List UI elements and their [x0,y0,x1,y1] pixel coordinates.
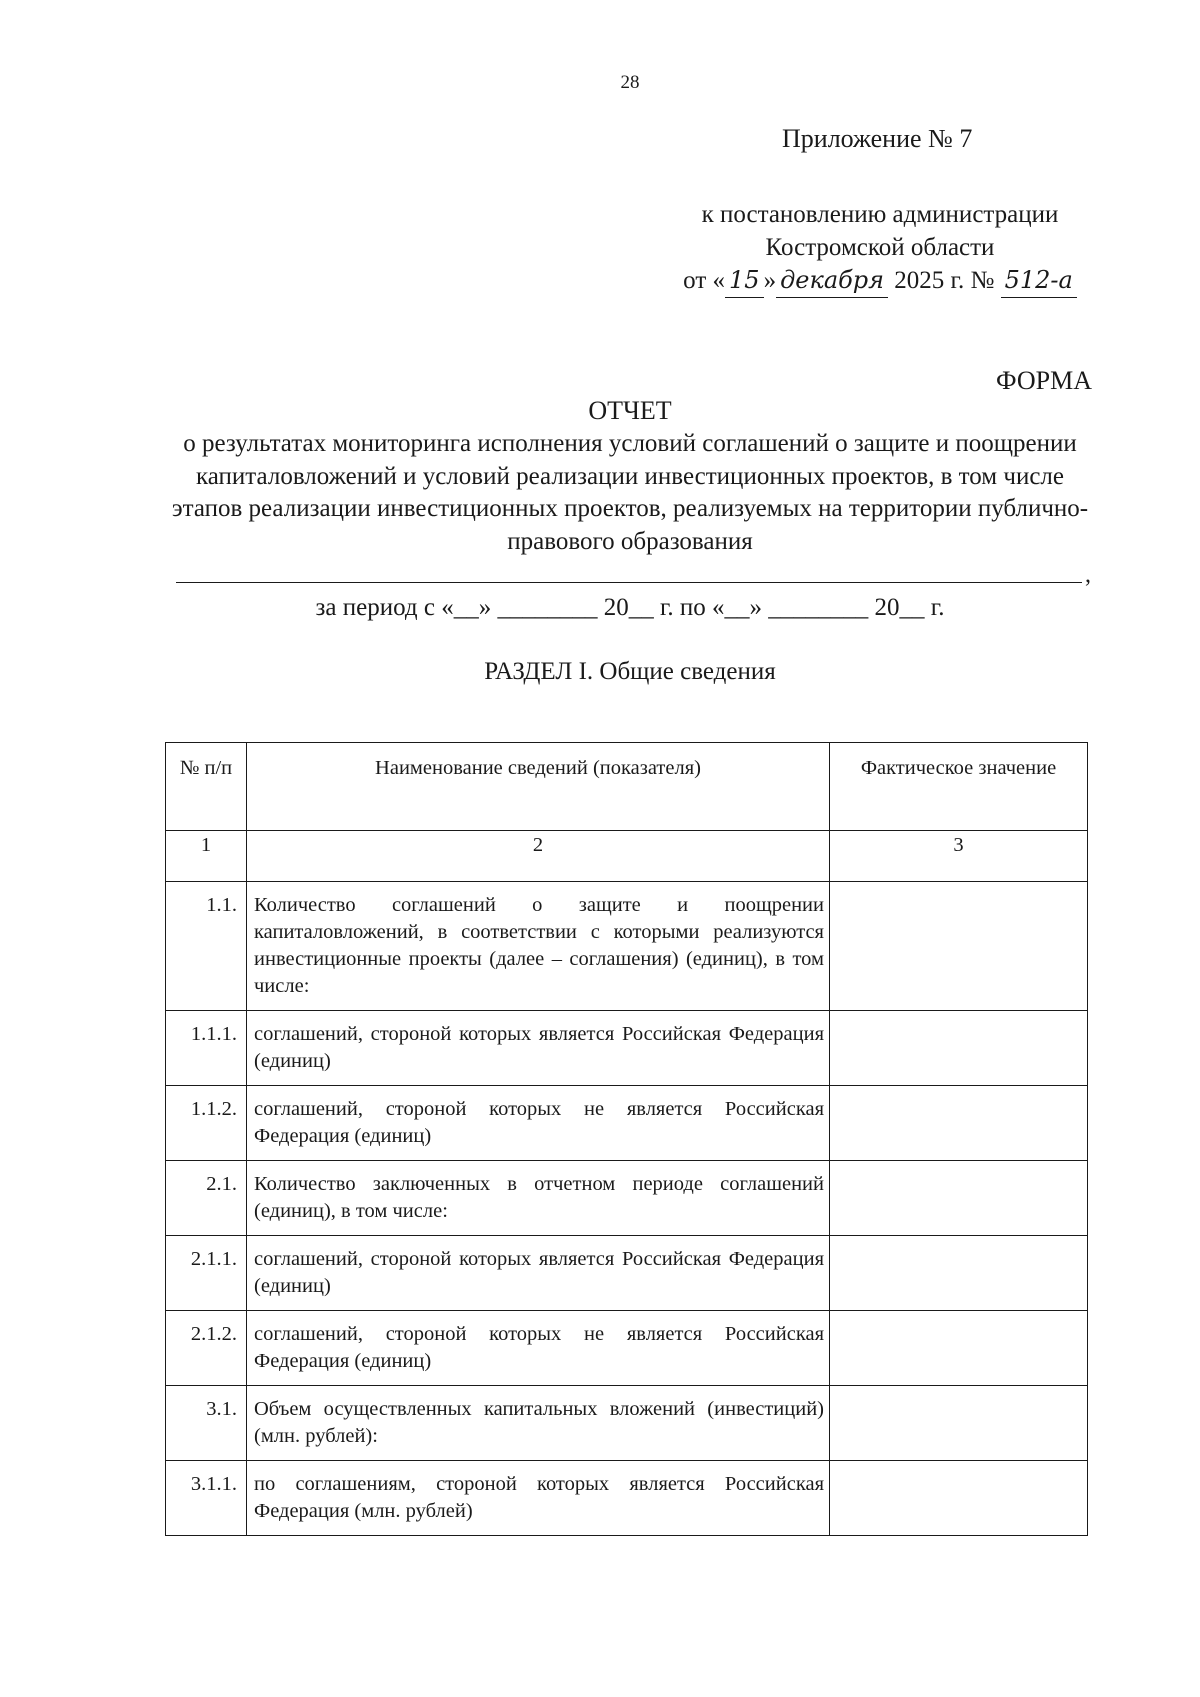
row-number: 2.1.1. [166,1236,247,1311]
row-number: 1.1. [166,882,247,1011]
row-number: 2.1. [166,1161,247,1236]
decree-line-2: Костромской области [765,234,995,261]
page-number: 28 [620,72,640,93]
table-header-row [166,743,1088,831]
section-title: РАЗДЕЛ I. Общие сведения [484,658,776,685]
row-actual-value[interactable] [830,1461,1088,1536]
report-period: за период с «__» ________ 20__ г. по «__» ________ 20__ г. [315,594,945,621]
row-indicator-text: соглашений, стороной которых не является Российская Федерация (единиц) [247,1311,830,1386]
row-number: 1.1.2. [166,1086,247,1161]
form-label: ФОРМА [996,366,1092,395]
row-actual-value[interactable] [830,1236,1088,1311]
column-number-row [166,831,1088,882]
column-number: 3 [830,831,1088,882]
table-row [166,882,1088,1011]
date-quote: » [763,267,777,294]
row-indicator-text: соглашений, стороной которых является Российская Федерация (единиц) [247,1236,830,1311]
row-actual-value[interactable] [830,1161,1088,1236]
row-actual-value[interactable] [830,1086,1088,1161]
row-actual-value[interactable] [830,1386,1088,1461]
date-month-handwritten: декабря [776,264,888,298]
decree-line-1: к постановлению администрации [701,201,1059,228]
report-title: ОТЧЕТ [588,396,672,425]
decree-reference [640,198,1120,298]
row-actual-value[interactable] [830,1011,1088,1086]
table-row [166,1236,1088,1311]
table-row [166,1161,1088,1236]
table-row [166,1386,1088,1461]
fill-in-line [176,582,1082,583]
row-indicator-text: Объем осуществленных капитальных вложений (инвестиций) (млн. рублей): [247,1386,830,1461]
row-number: 1.1.1. [166,1011,247,1086]
table-row [166,1461,1088,1536]
row-actual-value[interactable] [830,882,1088,1011]
general-info-table [165,742,1088,1536]
table-row [166,1311,1088,1386]
date-day-handwritten: 15 [725,264,764,298]
table-row [166,1086,1088,1161]
header-number: № п/п [166,743,247,831]
row-indicator-text: по соглашениям, стороной которых является Российская Федерация (млн. рублей) [247,1461,830,1536]
date-prefix: от « [683,267,726,294]
header-indicator-name: Наименование сведений (показателя) [247,743,830,831]
doc-number-handwritten: 512-а [1001,264,1077,298]
appendix-title: Приложение № 7 [782,124,973,153]
row-indicator-text: Количество заключенных в отчетном периоде соглашений (единиц), в том числе: [247,1161,830,1236]
fill-line-comma: , [1085,562,1091,588]
report-description: о результатах мониторинга исполнения условий соглашений о защите и поощрении капиталовложений и условий реализации инвестиционных проектов, в том числе этапов реализации инвестиционных проектов, реализуемых на территории публично-правового образования [171,430,1089,555]
header-actual-value: Фактическое значение [830,743,1088,831]
row-indicator-text: Количество соглашений о защите и поощрении капиталовложений, в соответствии с которыми реализуются инвестиционные проекты (далее – соглашения) (единиц), в том числе: [247,882,830,1011]
column-number: 1 [166,831,247,882]
row-indicator-text: соглашений, стороной которых является Российская Федерация (единиц) [247,1011,830,1086]
column-number: 2 [247,831,830,882]
row-number: 3.1.1. [166,1461,247,1536]
row-actual-value[interactable] [830,1311,1088,1386]
table-row [166,1011,1088,1086]
date-year: 2025 г. № [888,267,1001,294]
row-number: 2.1.2. [166,1311,247,1386]
decree-date-line [640,264,1120,298]
row-number: 3.1. [166,1386,247,1461]
row-indicator-text: соглашений, стороной которых не является Российская Федерация (единиц) [247,1086,830,1161]
